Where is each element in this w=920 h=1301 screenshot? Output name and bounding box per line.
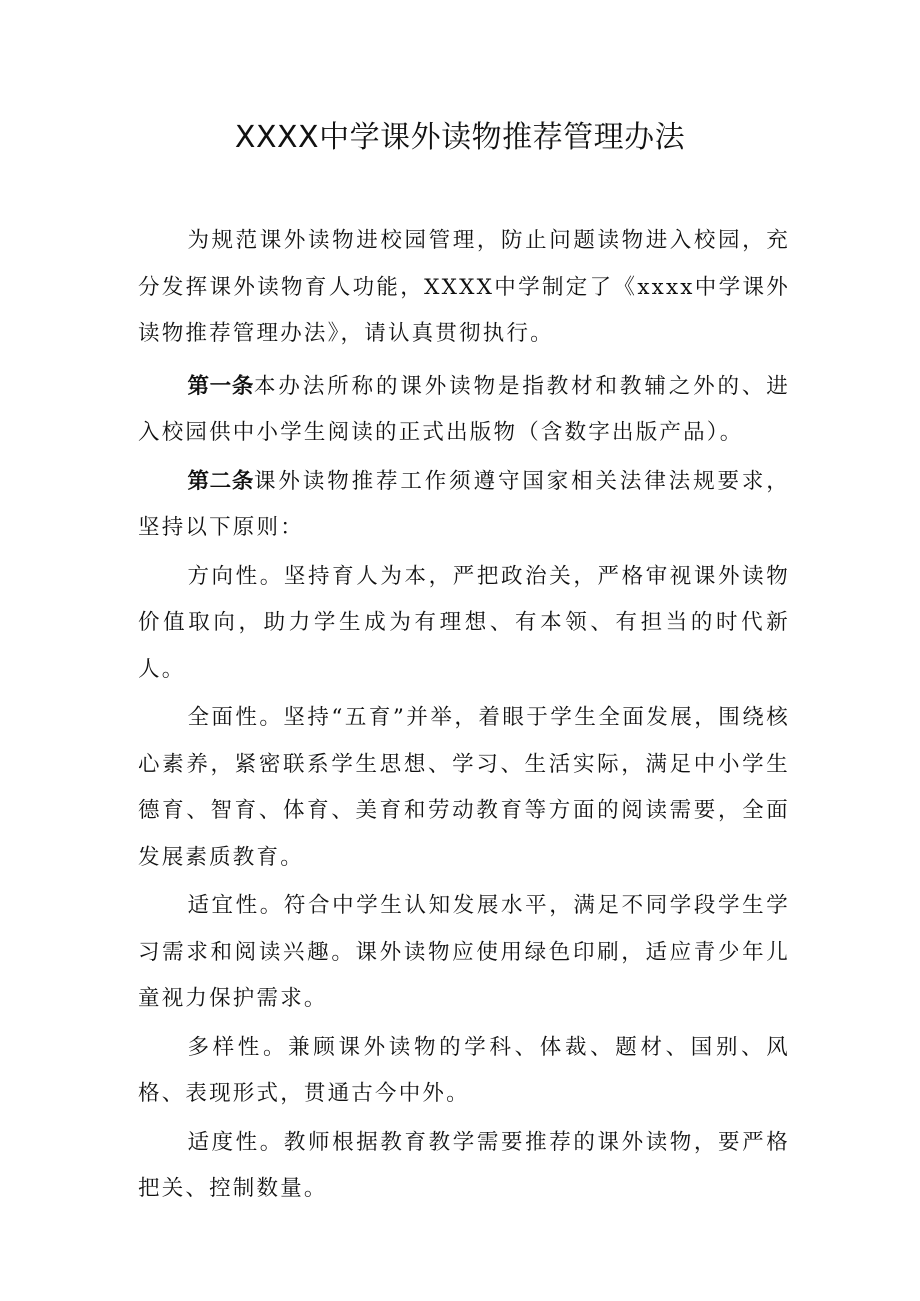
- article-2-label: 第二条: [187, 468, 255, 494]
- article-2: [138, 459, 790, 552]
- document-body: [138, 218, 790, 1215]
- article-1: [138, 364, 790, 457]
- article-1-text: 本办法所称的课外读物是指教材和教辅之外的、进入校园供中小学生阅读的正式出版物（含数字出版产品）。: [138, 373, 790, 445]
- principle-diversity: 多样性。兼顾课外读物的学科、体裁、题材、国别、风格、表现形式，贯通古今中外。: [138, 1034, 790, 1106]
- principle-direction: 方向性。坚持育人为本，严把政治关，严格审视课外读物价值取向，助力学生成为有理想、有本领、有担当的时代新人。: [138, 563, 790, 682]
- document-title: XXXX中学课外读物推荐管理办法: [234, 120, 686, 155]
- principle-moderation: 适度性。教师根据教育教学需要推荐的课外读物，要严格把关、控制数量。: [138, 1129, 790, 1201]
- article-1-label: 第一条: [187, 373, 255, 399]
- article-2-text: 课外读物推荐工作须遵守国家相关法律法规要求，坚持以下原则：: [138, 468, 790, 540]
- intro-paragraph: 为规范课外读物进校园管理，防止问题读物进入校园，充分发挥课外读物育人功能，XXXX中学制定了《xxxx中学课外读物推荐管理办法》，请认真贯彻执行。: [138, 228, 790, 346]
- principle-comprehensive: 全面性。坚持“五育”并举，着眼于学生全面发展，围绕核心素养，紧密联系学生思想、学习、生活实际，满足中小学生德育、智育、体育、美育和劳动教育等方面的阅读需要，全面发展素质教育。: [138, 705, 790, 870]
- principle-suitability: 适宜性。符合中学生认知发展水平，满足不同学段学生学习需求和阅读兴趣。课外读物应使用绿色印刷，适应青少年儿童视力保护需求。: [138, 893, 790, 1011]
